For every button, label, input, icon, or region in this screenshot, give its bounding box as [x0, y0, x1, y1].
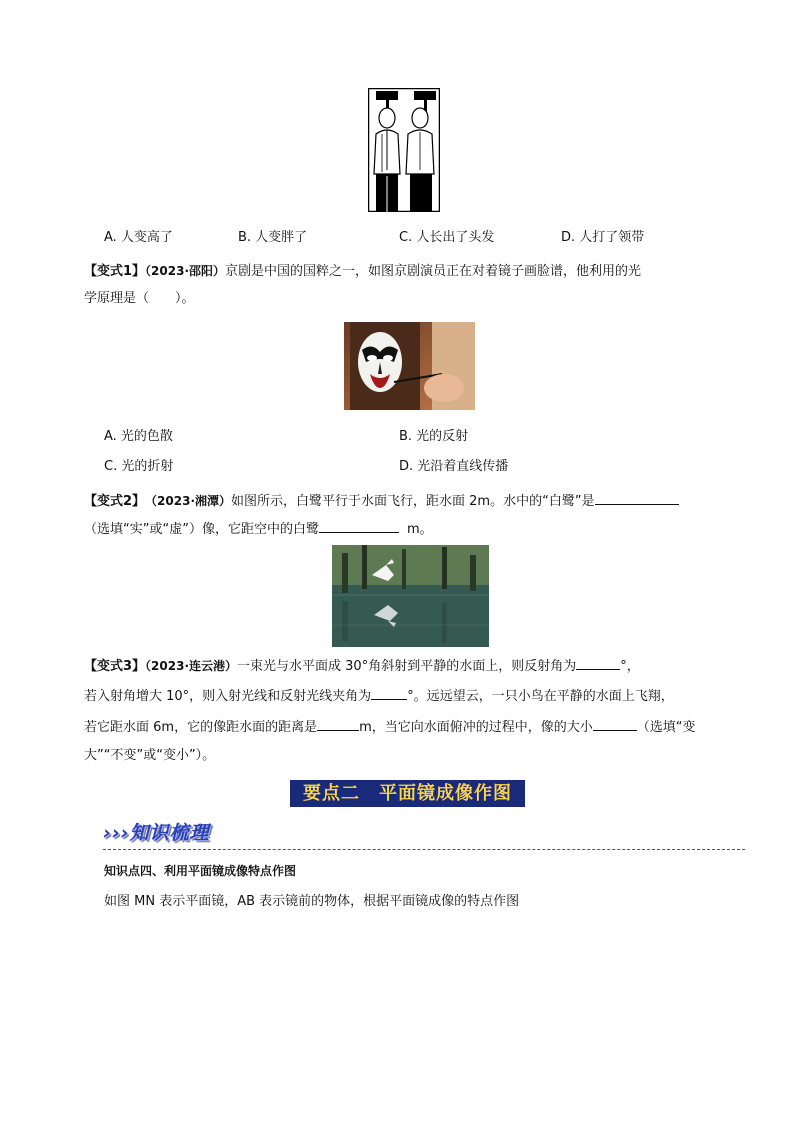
variant3-text-1: 一束光与水平面成 30°角斜射到平静的水面上，则反射角为	[237, 659, 577, 674]
variant2-line1	[84, 491, 679, 511]
knowledge-point-4-body: 如图 MN 表示平面镜，AB 表示镜前的物体，根据平面镜成像的特点作图	[104, 894, 520, 909]
variant1-text: 京剧是中国的国粹之一，如图京剧演员正在对着镜子画脸谱，他利用的光	[225, 264, 642, 279]
option-d: D. 人打了领带	[561, 230, 645, 245]
knowledge-point-4-heading: 知识点四、利用平面镜成像特点作图	[104, 864, 297, 878]
mirror-illustration	[368, 88, 440, 212]
variant1-option-a: A. 光的色散	[104, 429, 173, 444]
variant1-option-c: C. 光的折射	[104, 459, 174, 474]
variant3-blank-4[interactable]	[593, 717, 637, 731]
variant3-line3	[84, 717, 696, 737]
variant3-blank-2[interactable]	[371, 686, 407, 700]
variant2-text-2a: （选填“实”或“虚”）像，它距空中的白鹭	[84, 522, 319, 537]
variant1-source: （2023·邵阳）	[145, 264, 226, 278]
variant1-tag: 【变式1】	[84, 264, 146, 279]
section-title: 要点二 平面镜成像作图	[290, 780, 525, 807]
variant2-source: （2023·湘潭）	[151, 494, 232, 508]
variant3-text-3c: （选填“变	[636, 720, 696, 735]
variant3-source: （2023·连云港）	[145, 659, 238, 673]
variant3-text-3b: m，当它向水面俯冲的过程中，像的大小	[359, 720, 593, 735]
variant2-text-2b: m。	[406, 522, 433, 537]
variant3-tag: 【变式3】	[84, 659, 146, 674]
variant3-text-3a: 若它距水面 6m，它的像距水面的距离是	[84, 720, 318, 735]
variant3-blank-1[interactable]	[576, 656, 620, 670]
variant1-option-d: D. 光沿着直线传播	[399, 459, 509, 474]
knowledge-banner: ›››知识梳理	[103, 822, 210, 844]
option-c: C. 人长出了头发	[399, 230, 495, 245]
variant2-tag: 【变式2】	[84, 494, 146, 509]
egret-photo	[332, 545, 489, 647]
option-b: B. 人变胖了	[238, 230, 308, 245]
variant3-text-1-end: °，	[620, 659, 640, 674]
variant3-line2	[84, 686, 674, 706]
variant2-blank-2[interactable]	[319, 519, 399, 533]
variant2-blank-1[interactable]	[595, 491, 679, 505]
variant1-line2: 学原理是（ ）。	[84, 291, 195, 306]
variant2-text: 如图所示，白鹭平行于水面飞行，距水面 2m。水中的“白鹭”是	[231, 494, 595, 509]
variant2-line2	[84, 519, 433, 539]
variant3-line1	[84, 656, 640, 676]
variant3-text-2b: °。远远望云，一只小鸟在平静的水面上飞翔，	[407, 689, 674, 704]
option-a: A. 人变高了	[104, 230, 173, 245]
egret-reflection-image	[332, 545, 489, 647]
variant3-blank-3[interactable]	[317, 717, 359, 731]
variant3-text-2a: 若入射角增大 10°，则入射光线和反射光线夹角为	[84, 689, 372, 704]
opera-photo	[344, 322, 475, 410]
banner-divider	[103, 849, 745, 850]
opera-mask-image	[344, 322, 475, 410]
variant1-option-b: B. 光的反射	[399, 429, 469, 444]
mirror-figure	[368, 88, 440, 212]
variant1-line1	[84, 262, 641, 281]
variant3-line4: 大”“不变”或“变小”）。	[84, 748, 216, 763]
